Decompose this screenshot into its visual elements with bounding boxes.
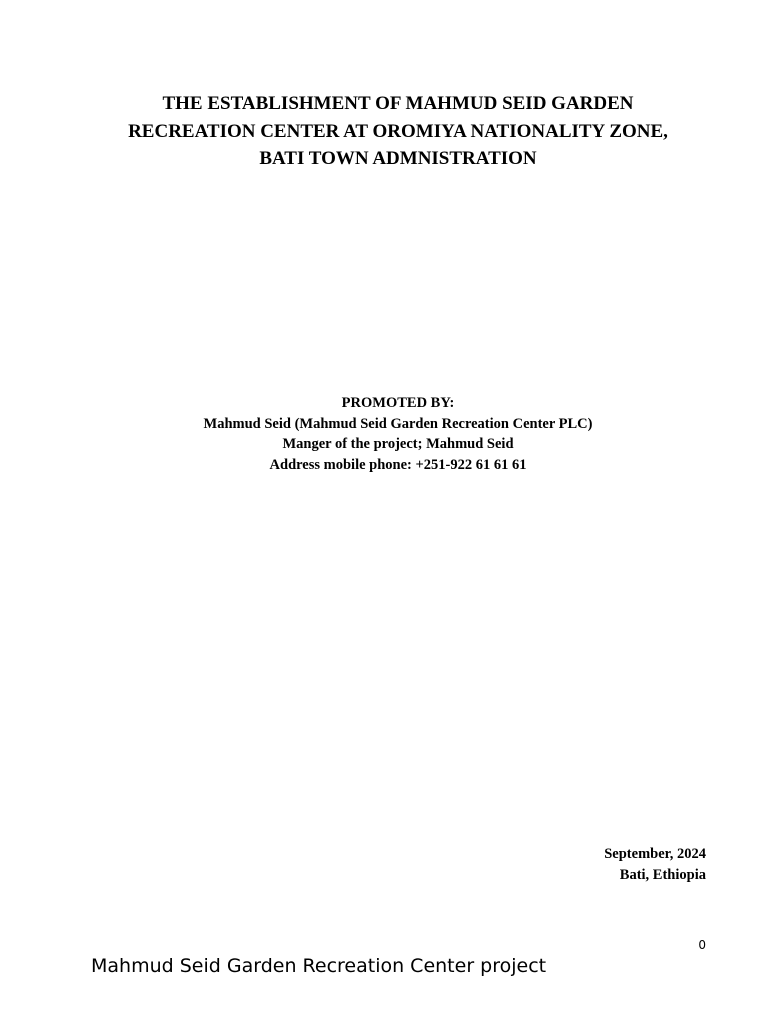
document-location: Bati, Ethiopia xyxy=(619,866,706,883)
document-date: September, 2024 xyxy=(604,846,706,862)
promoter-block xyxy=(80,393,716,476)
page-number: 0 xyxy=(698,938,706,952)
promoter-name: Mahmud Seid (Mahmud Seid Garden Recreation Center PLC) xyxy=(203,415,593,432)
document-title xyxy=(80,90,716,173)
title-line-1: THE ESTABLISHMENT OF MAHMUD SEID GARDEN xyxy=(162,93,634,114)
title-line-2: RECREATION CENTER AT OROMIYA NATIONALITY ZONE, xyxy=(128,120,668,142)
promoter-heading: PROMOTED BY: xyxy=(341,395,455,411)
title-line-3: BATI TOWN ADMNISTRATION xyxy=(259,148,537,169)
footer-text: Mahmud Seid Garden Recreation Center project xyxy=(91,955,547,977)
contact-phone: Address mobile phone: +251-922 61 61 61 xyxy=(269,457,527,474)
date-location-block xyxy=(604,844,706,885)
project-manager: Manger of the project; Mahmud Seid xyxy=(282,436,514,453)
